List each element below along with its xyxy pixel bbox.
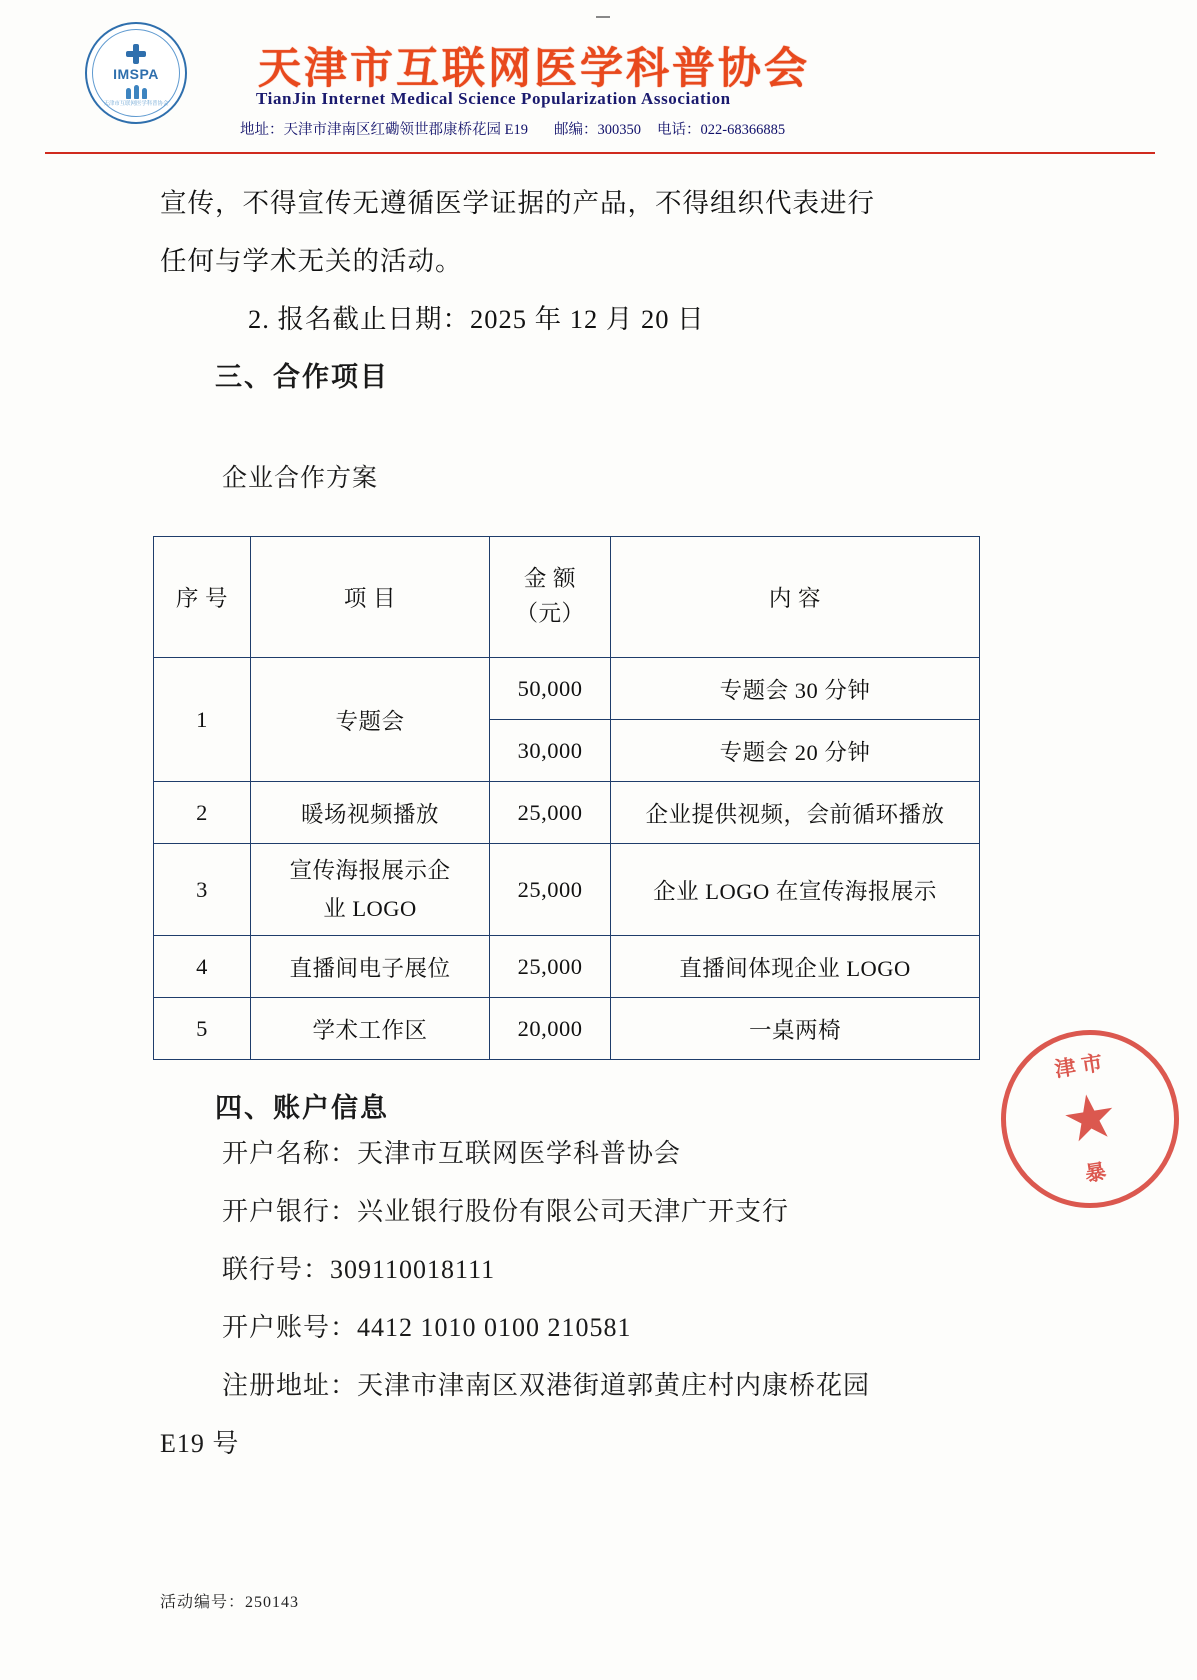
row-4-no: 4 bbox=[154, 936, 251, 998]
logo-acronym: IMSPA bbox=[113, 66, 159, 83]
row-5-amount: 20,000 bbox=[490, 998, 611, 1060]
header-no: 序 号 bbox=[154, 537, 251, 658]
section-4-heading: 四、账户信息 bbox=[215, 1093, 389, 1123]
account-number: 开户账号：4412 1010 0100 210581 bbox=[222, 1313, 632, 1342]
table-row bbox=[154, 844, 980, 936]
row-5-no: 5 bbox=[154, 998, 251, 1060]
row-3-no: 3 bbox=[154, 844, 251, 936]
row-1b-content: 专题会 20 分钟 bbox=[611, 720, 980, 782]
paragraph-1-line-1: 宣传，不得宣传无遵循医学证据的产品，不得组织代表进行 bbox=[160, 188, 875, 218]
account-cnaps: 联行号：309110018111 bbox=[222, 1255, 496, 1284]
table-header-row bbox=[154, 537, 980, 658]
section-3-heading: 三、合作项目 bbox=[215, 362, 389, 392]
medical-cross-icon bbox=[126, 44, 146, 64]
account-reg-address-line-2: E19 号 bbox=[160, 1429, 240, 1458]
address-text: 地址：天津市津南区红磡领世郡康桥花园 E19 bbox=[240, 122, 528, 138]
letterhead-divider bbox=[45, 152, 1155, 154]
row-5-content: 一桌两椅 bbox=[611, 998, 980, 1060]
table-row bbox=[154, 998, 980, 1060]
row-2-amount: 25,000 bbox=[490, 782, 611, 844]
seal-bottom-text: 暴 bbox=[1083, 1158, 1114, 1187]
header-content: 内 容 bbox=[611, 537, 980, 658]
contact-line bbox=[240, 118, 785, 139]
row-1-content: 专题会 30 分钟 bbox=[611, 658, 980, 720]
cooperation-table-wrapper bbox=[153, 536, 943, 1060]
row-3-amount: 25,000 bbox=[490, 844, 611, 936]
logo-subtext: 天津市互联网医学科普协会 bbox=[103, 101, 169, 107]
header-item: 项 目 bbox=[251, 537, 490, 658]
row-2-no: 2 bbox=[154, 782, 251, 844]
table-row bbox=[154, 658, 980, 720]
account-name: 开户名称：天津市互联网医学科普协会 bbox=[222, 1139, 682, 1168]
org-name-en: TianJin Internet Medical Science Popularization Association bbox=[256, 89, 731, 108]
row-1-amount: 50,000 bbox=[490, 658, 611, 720]
row-3-item-line2: 业 LOGO bbox=[323, 895, 417, 921]
association-logo bbox=[85, 22, 187, 124]
phone-text: 电话：022-68366885 bbox=[656, 122, 786, 138]
seal-star-icon: ★ bbox=[1057, 1081, 1123, 1157]
cooperation-table bbox=[153, 536, 980, 1060]
row-4-content: 直播间体现企业 LOGO bbox=[611, 936, 980, 998]
table-caption: 企业合作方案 bbox=[222, 465, 379, 492]
paragraph-2-deadline: 2. 报名截止日期：2025 年 12 月 20 日 bbox=[248, 304, 705, 334]
header-amount-line2: （元） bbox=[515, 601, 585, 626]
row-3-item-line1: 宣传海报展示企 bbox=[289, 858, 451, 884]
letterhead bbox=[0, 0, 1197, 150]
org-name-cn: 天津市互联网医学科普协会 bbox=[258, 46, 810, 93]
row-5-item: 学术工作区 bbox=[251, 998, 490, 1060]
header-amount-line1: 金 额 bbox=[523, 566, 577, 592]
paragraph-1-line-2: 任何与学术无关的活动。 bbox=[160, 246, 463, 276]
row-2-item: 暖场视频播放 bbox=[251, 782, 490, 844]
table-row bbox=[154, 782, 980, 844]
row-4-amount: 25,000 bbox=[490, 936, 611, 998]
row-1-item: 专题会 bbox=[251, 658, 490, 782]
seal-top-text: 津市 bbox=[1053, 1049, 1111, 1082]
row-2-content: 企业提供视频，会前循环播放 bbox=[611, 782, 980, 844]
row-1b-amount: 30,000 bbox=[490, 720, 611, 782]
account-reg-address-line-1: 注册地址：天津市津南区双港街道郭黄庄村内康桥花园 bbox=[222, 1371, 871, 1400]
document-body bbox=[0, 174, 1197, 1473]
page-tick-mark bbox=[596, 16, 610, 18]
account-bank: 开户银行：兴业银行股份有限公司天津广开支行 bbox=[222, 1197, 790, 1226]
header-amount bbox=[490, 537, 611, 658]
row-3-item bbox=[251, 844, 490, 936]
row-4-item: 直播间电子展位 bbox=[251, 936, 490, 998]
row-3-content: 企业 LOGO 在宣传海报展示 bbox=[611, 844, 980, 936]
table-row bbox=[154, 936, 980, 998]
activity-number: 活动编号：250143 bbox=[160, 1594, 300, 1611]
row-1-no: 1 bbox=[154, 658, 251, 782]
postcode-text: 邮编：300350 bbox=[553, 122, 641, 138]
